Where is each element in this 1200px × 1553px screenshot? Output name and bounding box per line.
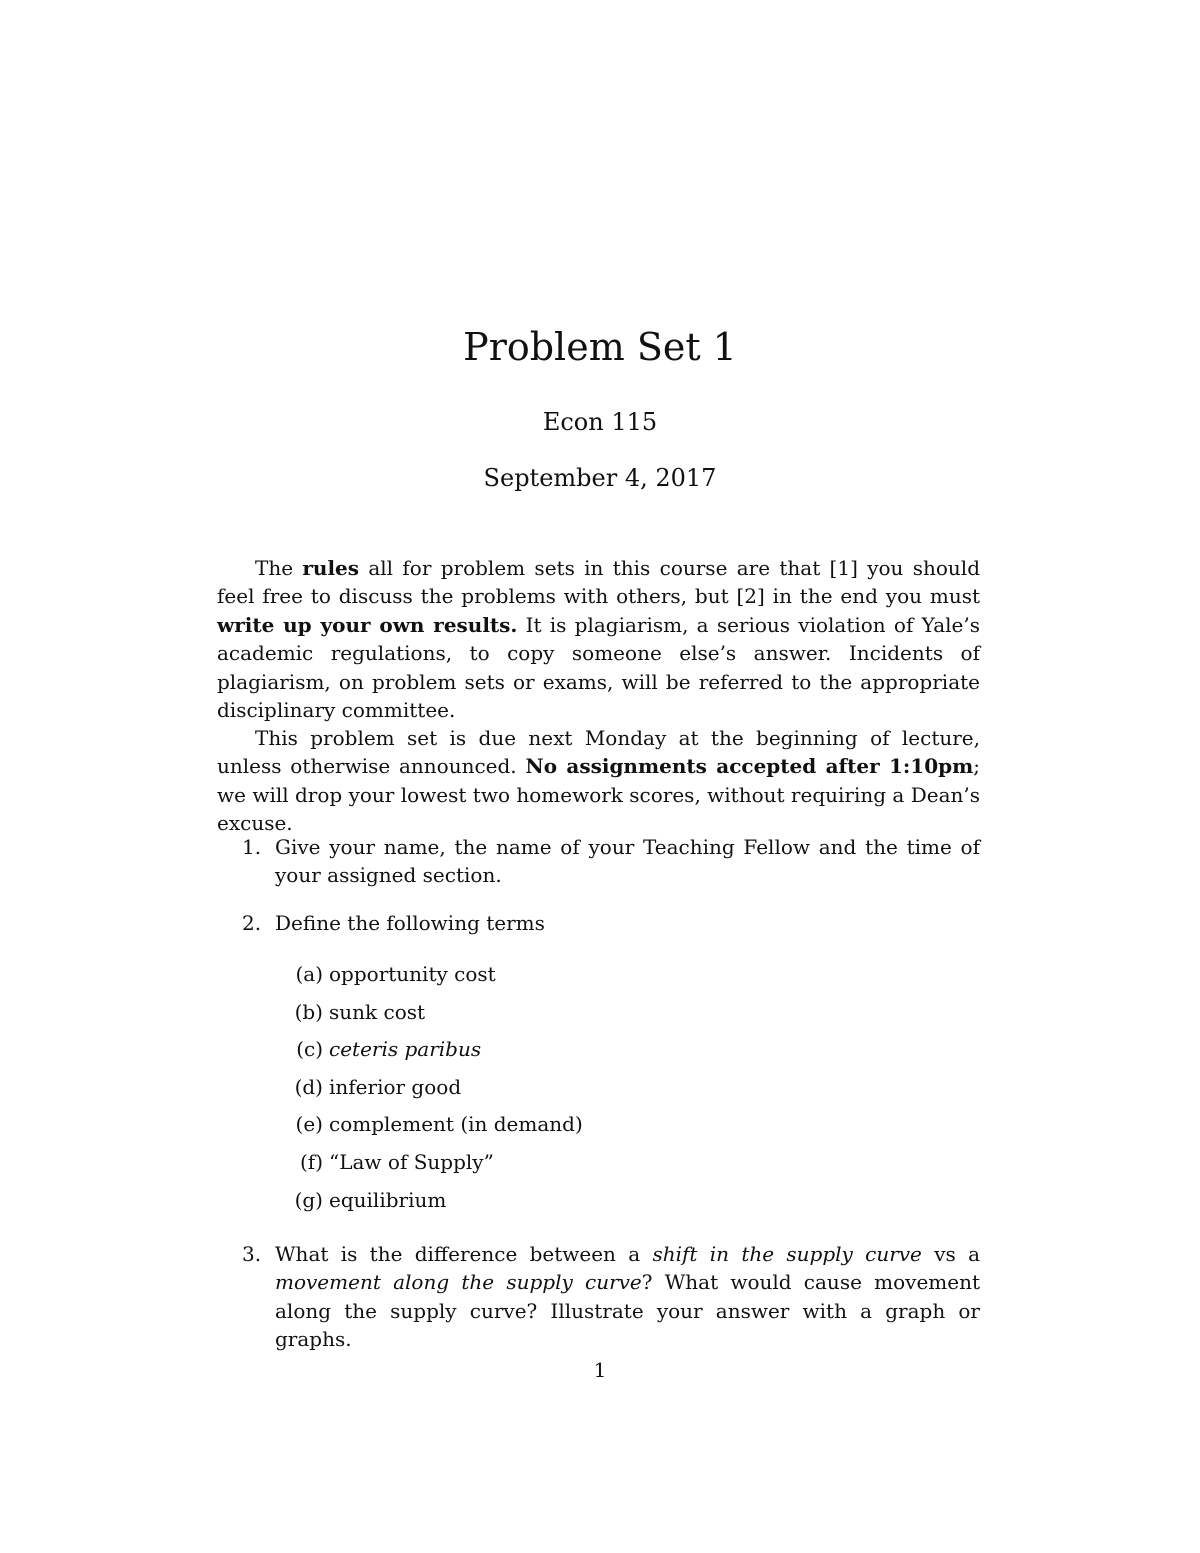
term-label: (g): [294, 1187, 323, 1212]
rules-bold-1: rules: [302, 556, 360, 580]
list-item: [283, 1186, 583, 1224]
term-label: (c): [296, 1037, 323, 1062]
list-item: [283, 1148, 583, 1186]
term-text: “Law of Supply”: [329, 1149, 494, 1174]
term-label: (f): [299, 1149, 323, 1174]
due-paragraph: [217, 724, 980, 838]
question-1: [217, 833, 980, 890]
question-text: Define the following terms: [275, 911, 545, 935]
terms-list: [283, 960, 583, 1223]
rules-bold-2: write up your own results.: [217, 612, 518, 637]
rules-text-2: all for problem sets in this course are that [1] you should feel free to discuss the problems with others, but [2] in the end you must: [217, 556, 980, 609]
list-item: [283, 960, 583, 998]
list-item: [283, 1110, 583, 1148]
page-title: Problem Set 1: [463, 325, 737, 369]
question-3: [217, 1240, 980, 1354]
question-text: [275, 1240, 980, 1354]
rules-text-3: It is plagiarism, a serious violation of Yale’s academic regulations, to copy someone else’s answer. Incidents of plagiarism, on problem sets or exams, will be referred to the appropriate disciplinary committee.: [217, 612, 980, 723]
due-bold-1: No assignments accepted after 1:10pm: [525, 754, 974, 779]
question-text: Give your name, the name of your Teaching Fellow and the time of your assigned section.: [275, 835, 980, 888]
term-text: inferior good: [329, 1074, 462, 1099]
term-label: (a): [295, 962, 323, 986]
course-name: Econ 115: [542, 408, 658, 436]
list-item: [283, 1035, 583, 1073]
q3-text-2: vs a: [921, 1242, 980, 1266]
list-item: [283, 1073, 583, 1111]
q3-text-3: ? What would cause movement along the supply curve? Illustrate your answer with a graph or graphs.: [275, 1270, 980, 1352]
q3-italic-1: shift in the supply curve: [652, 1242, 922, 1266]
term-text: complement (in demand): [329, 1112, 583, 1137]
question-2: [217, 909, 980, 937]
term-text: ceteris paribus: [329, 1037, 482, 1062]
document-date: September 4, 2017: [483, 464, 717, 492]
question-number: 3.: [242, 1242, 262, 1266]
due-text-1: This problem set is due next Monday at the beginning of lecture, unless otherwise announced.: [217, 726, 980, 779]
rules-paragraph: [217, 554, 980, 724]
list-item: [283, 998, 583, 1036]
q3-italic-2: movement along the supply curve: [275, 1270, 642, 1295]
question-number: 2.: [242, 911, 262, 935]
due-text-2: ; we will drop your lowest two homework scores, without requiring a Dean’s excuse.: [217, 754, 981, 836]
term-label: (d): [294, 1074, 323, 1099]
question-number: 1.: [242, 835, 262, 859]
page-number: 1: [593, 1358, 607, 1382]
term-label: (b): [294, 999, 323, 1024]
term-text: sunk cost: [329, 999, 426, 1024]
rules-text-1: The: [255, 556, 303, 580]
term-label: (e): [295, 1112, 323, 1137]
q3-text-1: What is the difference between a: [275, 1242, 653, 1266]
term-text: equilibrium: [329, 1187, 447, 1212]
term-text: opportunity cost: [329, 962, 496, 986]
